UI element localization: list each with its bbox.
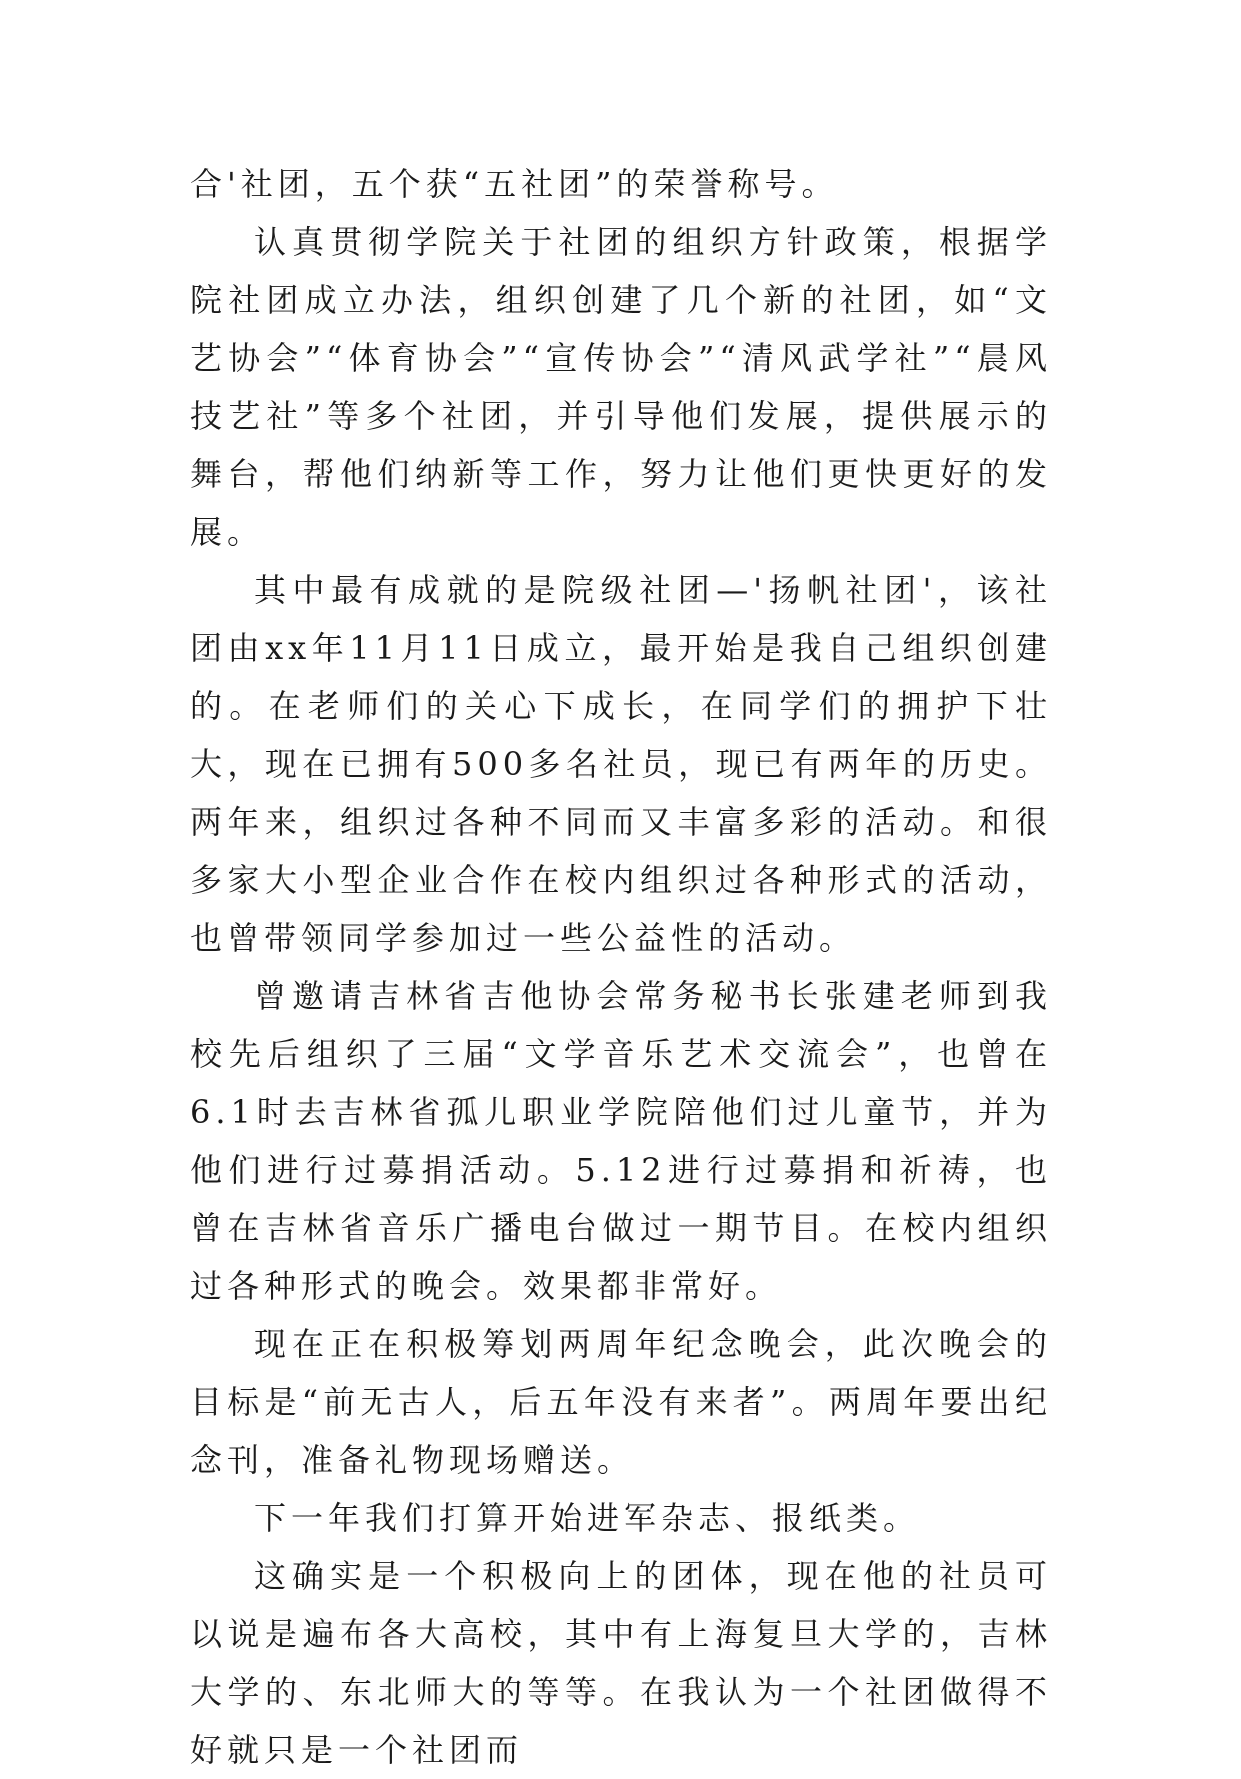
paragraph-yangfan-club: 其中最有成就的是院级社团—'扬帆社团'，该社团由xx年11月11日成立，最开始是我自己组织创建的。在老师们的关心下成长，在同学们的拥护下壮大，现在已拥有500多名社员，现已有两年的历史。两年来，组织过各种不同而又丰富多彩的活动。和很多家大小型企业合作在校内组织过各种形式的活动，也曾带领同学参加过一些公益性的活动。 xyxy=(190,571,1052,957)
paragraph-members: 这确实是一个积极向上的团体，现在他的社员可以说是遍布各大高校，其中有上海复旦大学的，吉林大学的、东北师大的等等。在我认为一个社团做得不好就只是一个社团而 xyxy=(190,1557,1052,1769)
paragraph-next-year: 下一年我们打算开始进军杂志、报纸类。 xyxy=(254,1499,921,1537)
paragraph-anniversary: 现在正在积极筹划两周年纪念晚会，此次晚会的目标是“前无古人，后五年没有来者”。两周年要出纪念刊，准备礼物现场赠送。 xyxy=(190,1325,1052,1479)
paragraph-new-clubs: 认真贯彻学院关于社团的组织方针政策，根据学院社团成立办法，组织创建了几个新的社团，如“文艺协会”“体育协会”“宣传协会”“清风武学社”“晨风技艺社”等多个社团，并引导他们发展，提供展示的舞台，帮他们纳新等工作，努力让他们更快更好的发展。 xyxy=(190,223,1052,551)
paragraph-events: 曾邀请吉林省吉他协会常务秘书长张建老师到我校先后组织了三届“文学音乐艺术交流会”，也曾在6.1时去吉林省孤儿职业学院陪他们过儿童节，并为他们进行过募捐活动。5.12进行过募捐和祈祷，也曾在吉林省音乐广播电台做过一期节目。在校内组织过各种形式的晚会。效果都非常好。 xyxy=(190,977,1052,1305)
paragraph-continuation: 合'社团，五个获“五社团”的荣誉称号。 xyxy=(190,165,839,203)
body-text xyxy=(190,155,1052,1779)
